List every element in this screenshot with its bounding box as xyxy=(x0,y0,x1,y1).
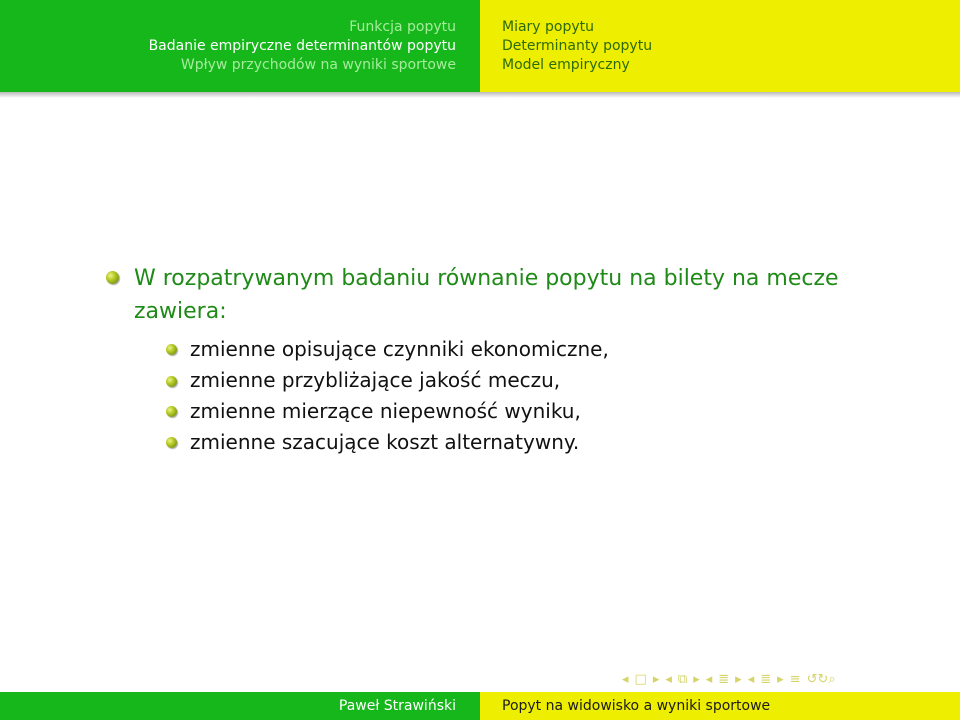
sub-item-cost: zmienne szacujące koszt alternatywny. xyxy=(190,430,580,454)
sub-bullet-ball-icon xyxy=(166,406,177,417)
section-icon[interactable]: ≣ xyxy=(718,671,730,687)
frame-icon[interactable]: □ xyxy=(634,671,647,687)
next-section2-icon[interactable]: ▸ xyxy=(777,671,784,687)
sub-item-uncertainty: zmienne mierzące niepewność wyniku, xyxy=(190,399,581,423)
subsection-link-miary-popytu[interactable]: Miary popytu xyxy=(502,19,595,35)
next-frame-icon[interactable]: ▸ xyxy=(652,671,660,687)
prev-section-icon[interactable]: ◂ xyxy=(705,671,713,687)
sub-bullet-ball-icon xyxy=(166,376,177,387)
footer-title: Popyt na widowisko a wyniki sportowe xyxy=(480,692,960,720)
bullet-ball-icon xyxy=(106,271,119,284)
main-bullet-text: W rozpatrywanym badaniu równanie popytu na bilety na mecze zawiera: xyxy=(134,266,839,324)
sub-bullet-ball-icon xyxy=(166,344,177,355)
prev-section2-icon[interactable]: ◂ xyxy=(747,671,755,687)
slide-footer xyxy=(0,692,960,720)
sub-item-quality: zmienne przybliżające jakość meczu, xyxy=(190,368,561,392)
subsection-link-determinanty-popytu[interactable]: Determinanty popytu xyxy=(502,38,653,54)
sub-bullet-ball-icon xyxy=(166,437,177,448)
prev-frame-icon[interactable]: ◂ xyxy=(622,671,629,687)
prev-subsection-icon[interactable]: ◂ xyxy=(665,671,672,687)
footer-author: Paweł Strawiński xyxy=(0,692,480,720)
section-link-wplyw-przychodow[interactable]: Wpływ przychodów na wyniki sportowe xyxy=(180,57,456,73)
search-back-forward-icon[interactable]: ↺↻⌕ xyxy=(806,671,836,687)
next-section-icon[interactable]: ▸ xyxy=(735,671,742,687)
subsection-icon[interactable]: ⧉ xyxy=(677,671,688,687)
sub-item-economic: zmienne opisujące czynniki ekonomiczne, xyxy=(190,337,609,361)
toc-icon[interactable]: ≡ xyxy=(789,671,801,687)
section2-icon[interactable]: ≣ xyxy=(760,671,772,687)
beamer-navigation-bar xyxy=(622,670,952,688)
next-subsection-icon[interactable]: ▸ xyxy=(693,671,700,687)
subsection-link-model-empiryczny[interactable]: Model empiryczny xyxy=(502,57,630,73)
section-link-funkcja-popytu[interactable]: Funkcja popytu xyxy=(349,19,456,35)
section-link-badanie-empiryczne[interactable]: Badanie empiryczne determinantów popytu xyxy=(148,38,456,54)
